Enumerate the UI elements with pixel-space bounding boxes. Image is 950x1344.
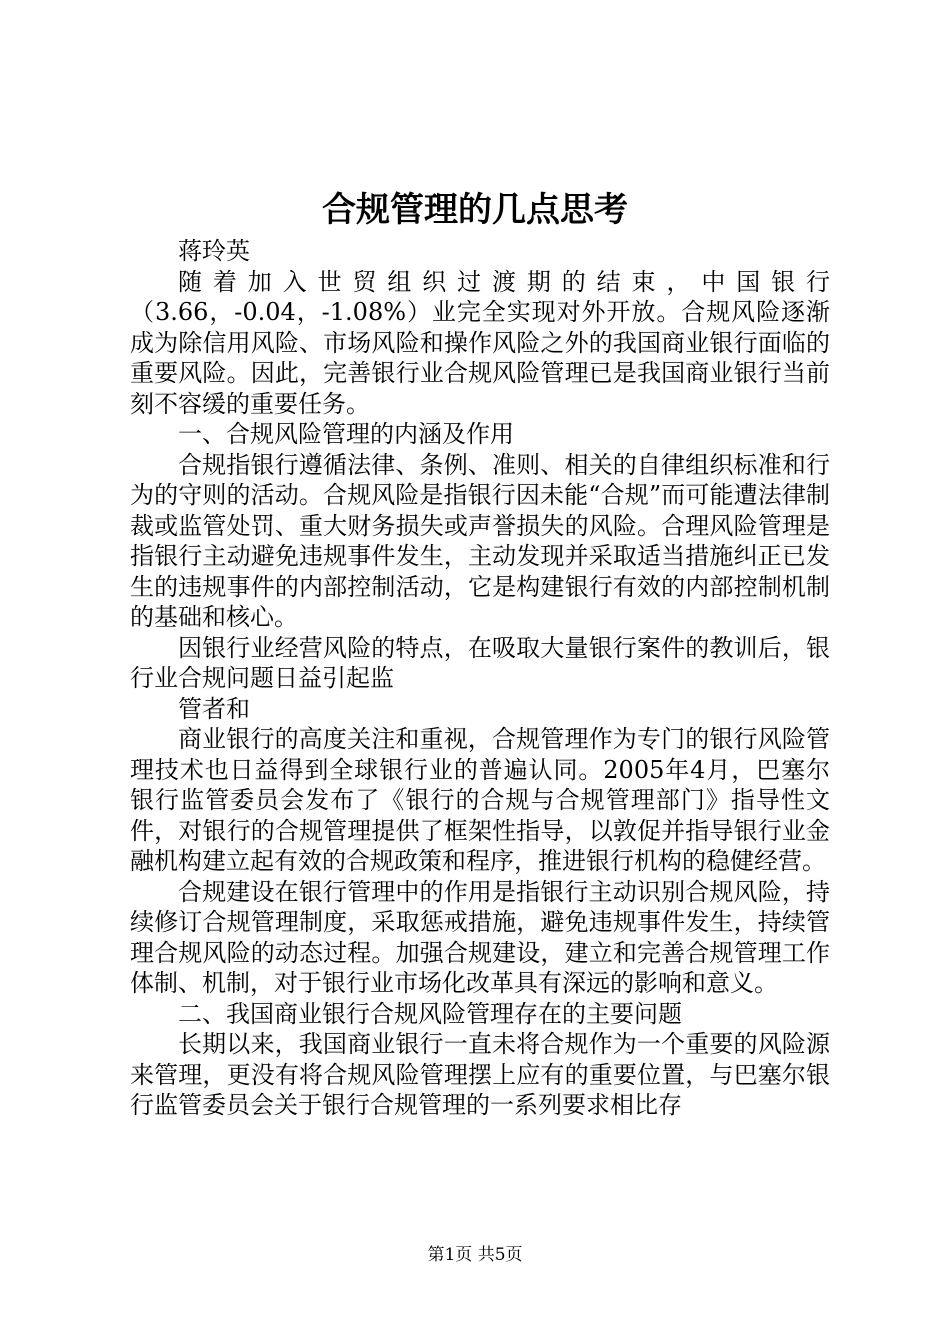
paragraph-role: 合规建设在银行管理中的作用是指银行主动识别合规风险，持续修订合规管理制度，采取惩戒措施，避免违规事件发生，持续管理合规风险的动态过程。加强合规建设，建立和完善合规管理工作体制、机制，对于银行业市场化改革具有深远的影响和意义。 bbox=[130, 877, 830, 997]
paragraph-fragment: 管者和 bbox=[178, 694, 250, 723]
paragraph-definition: 合规指银行遵循法律、条例、准则、相关的自律组织标准和行为的守则的活动。合规风险是指银行因未能“合规”而可能遭法律制裁或监管处罚、重大财务损失或声誉损失的风险。合理风险管理是指银行主动避免违规事件发生，主动发现并采取适当措施纠正已发生的违规事件的内部控制活动，它是构建银行有效的内部控制机制的基础和核心。 bbox=[130, 450, 830, 631]
paragraph-problems: 长期以来，我国商业银行一直未将合规作为一个重要的风险源来管理，更没有将合规风险管理摆上应有的重要位置，与巴塞尔银行监管委员会关于银行合规管理的一系列要求相比存 bbox=[130, 1030, 830, 1119]
page-number-footer: 第1页 共5页 bbox=[427, 1245, 523, 1265]
document-title: 合规管理的几点思考 bbox=[322, 190, 628, 230]
section-heading-1: 一、合规风险管理的内涵及作用 bbox=[178, 420, 514, 448]
paragraph-background: 因银行业经营风险的特点，在吸取大量银行案件的教训后，银行业合规问题日益引起监 bbox=[130, 633, 830, 692]
section-heading-2: 二、我国商业银行合规风险管理存在的主要问题 bbox=[178, 999, 682, 1028]
author-name: 蒋玲英 bbox=[178, 237, 250, 265]
document-body bbox=[130, 236, 830, 1121]
paragraph-basel: 商业银行的高度关注和重视，合规管理作为专门的银行风险管理技术也日益得到全球银行业的普遍认同。2005年4月，巴塞尔银行监管委员会发布了《银行的合规与合规管理部门》指导性文件，对银行的合规管理提供了框架性指导，以敦促并指导银行业金融机构建立起有效的合规政策和程序，推进银行机构的稳健经营。 bbox=[130, 725, 830, 875]
paragraph-intro: 随着加入世贸组织过渡期的结束，中国银行（3.66，-0.04，-1.08%）业完全实现对外开放。合规风险逐渐成为除信用风险、市场风险和操作风险之外的我国商业银行面临的重要风险。因此，完善银行业合规风险管理已是我国商业银行当前刻不容缓的重要任务。 bbox=[130, 267, 830, 418]
